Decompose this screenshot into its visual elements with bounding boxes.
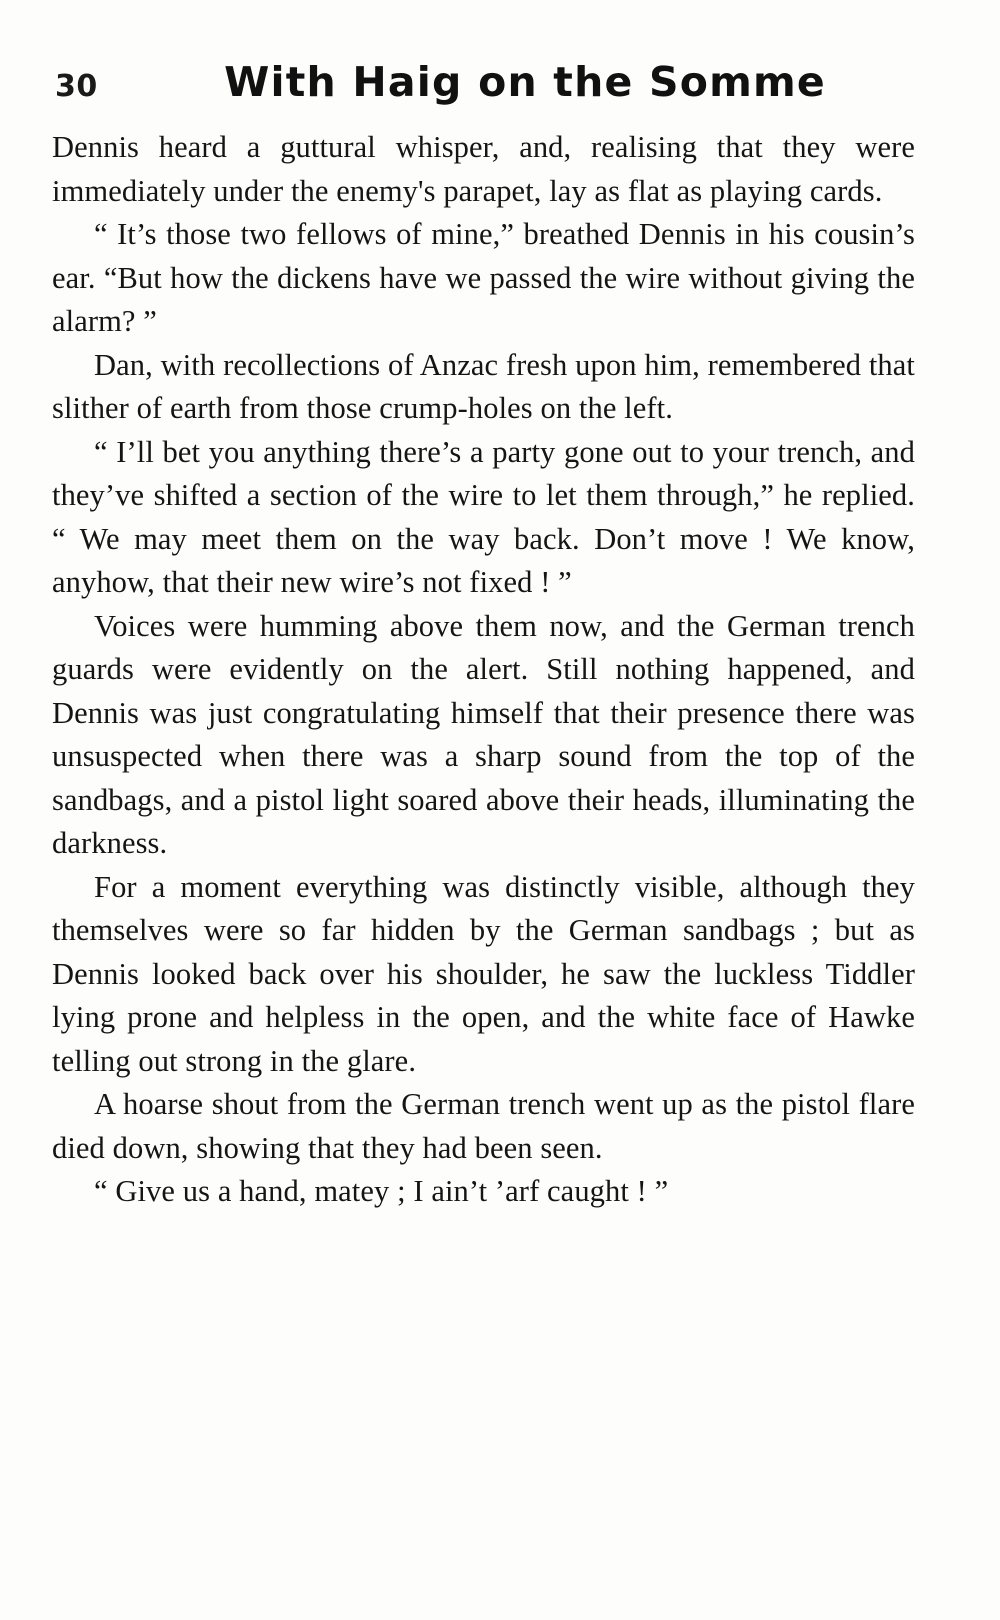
page-body bbox=[0, 106, 1000, 1214]
page-number: 30 bbox=[55, 69, 98, 104]
paragraph: “ Give us a hand, matey ; I ain’t ’arf caught ! ” bbox=[94, 1174, 669, 1208]
paragraph: “ I’ll bet you anything there’s a party gone out to your trench, and they’ve shifted a section of the wire to let them through,” he replied. “ We may meet them on the way back. Don’t move ! We know, anyhow, that their new wire’s not fixed ! ” bbox=[52, 434, 915, 599]
paragraph: Dennis heard a guttural whisper, and, realising that they were immediately under the enemy's parapet, lay as flat as playing cards. bbox=[52, 130, 915, 208]
paragraph: “ It’s those two fellows of mine,” breathed Dennis in his cousin’s ear. “But how the dickens have we passed the wire without giving the alarm? ” bbox=[52, 217, 915, 338]
paragraph: For a moment everything was distinctly visible, although they themselves were so far hidden by the German sandbags ; but as Dennis looked back over his shoulder, he saw the luckless Tiddler lying prone and helpless in the open, and the white face of Hawke telling out strong in the glare. bbox=[52, 869, 915, 1078]
page-title: With Haig on the Somme bbox=[224, 58, 826, 106]
page-header bbox=[0, 0, 1000, 106]
paragraph: A hoarse shout from the German trench went up as the pistol flare died down, showing that they had been seen. bbox=[52, 1087, 915, 1165]
paragraph: Voices were humming above them now, and the German trench guards were evidently on the alert. Still nothing happened, and Dennis was just congratulating himself that their presence there was unsuspected when there was a sharp sound from the top of the sandbags, and a pistol light soared above their heads, illuminating the darkness. bbox=[52, 608, 915, 860]
paragraph: Dan, with recollections of Anzac fresh upon him, remembered that slither of earth from those crump-holes on the left. bbox=[52, 347, 915, 425]
